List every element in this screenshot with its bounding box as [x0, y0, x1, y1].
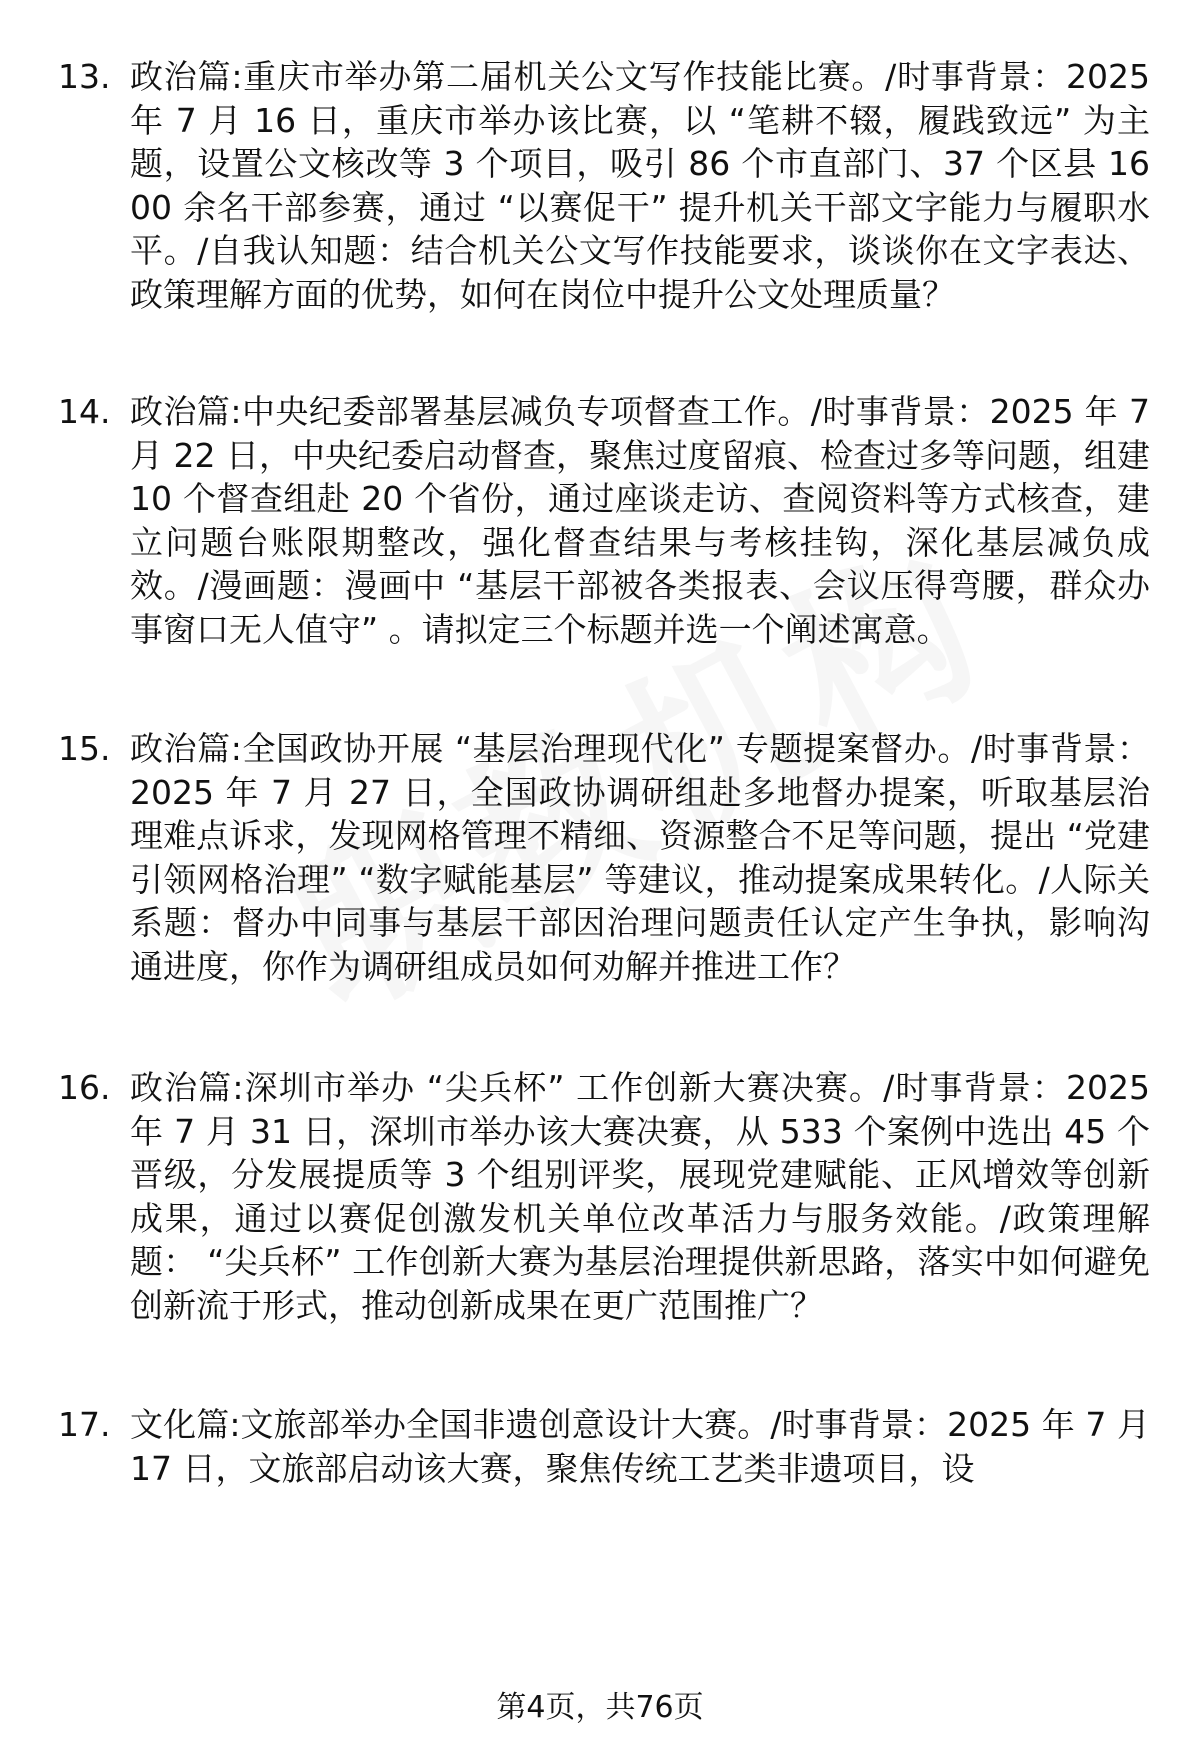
question-number: 14. [58, 392, 111, 431]
question-number: 13. [58, 57, 111, 96]
question-text: 文化篇:文旅部举办全国非遗创意设计大赛。/时事背景：2025 年 7 月 17 日，文旅部启动该大赛，聚焦传统工艺类非遗项目，设 [130, 1405, 1150, 1488]
question-number: 16. [58, 1068, 111, 1107]
question-text: 政治篇:深圳市举办 “尖兵杯” 工作创新大赛决赛。/时事背景：2025 年 7 月 31 日，深圳市举办该大赛决赛，从 533 个案例中选出 45 个晋级，分发展提质等 3 个组别评奖，展现党建赋能、正风增效等创新成果，通过以赛促创激发机关单位改革活力与服务效能。/政策理解题： “尖兵杯” 工作创新大赛为基层治理提供新思路，落实中如何避免创新流于形式，推动创新成果在更广范围推广？ [130, 1068, 1150, 1325]
question-text: 政治篇:中央纪委部署基层减负专项督查工作。/时事背景：2025 年 7 月 22 日，中央纪委启动督查，聚焦过度留痕、检查过多等问题，组建 10 个督查组赴 20 个省份，通过座谈走访、查阅资料等方式核查，建立问题台账限期整改，强化督查结果与考核挂钩，深化基层减负成效。/漫画题：漫画中 “基层干部被各类报表、会议压得弯腰，群众办事窗口无人值守” 。请拟定三个标题并选一个阐述寓意。 [130, 392, 1150, 649]
question-text: 政治篇:重庆市举办第二届机关公文写作技能比赛。/时事背景：2025 年 7 月 16 日，重庆市举办该比赛，以 “笔耕不辍，履践致远” 为主题，设置公文核改等 3 个项目，吸引 86 个市直部门、37 个区县 1600 余名干部参赛，通过 “以赛促干” 提升机关干部文字能力与履职水平。/自我认知题：结合机关公文写作技能要求，谈谈你在文字表达、政策理解方面的优势，如何在岗位中提升公文处理质量？ [130, 57, 1150, 314]
question-text: 政治篇:全国政协开展 “基层治理现代化” 专题提案督办。/时事背景：2025 年 7 月 27 日，全国政协调研组赴多地督办提案，听取基层治理难点诉求，发现网格管理不精细、资源整合不足等问题，提出 “党建引领网格治理” “数字赋能基层” 等建议，推动提案成果转化。/人际关系题：督办中同事与基层干部因治理问题责任认定产生争执，影响沟通进度，你作为调研组成员如何劝解并推进工作？ [130, 729, 1150, 986]
question-number: 15. [58, 729, 111, 768]
question-number: 17. [58, 1405, 111, 1444]
page-footer: 第4页，共76页 [496, 1690, 704, 1725]
